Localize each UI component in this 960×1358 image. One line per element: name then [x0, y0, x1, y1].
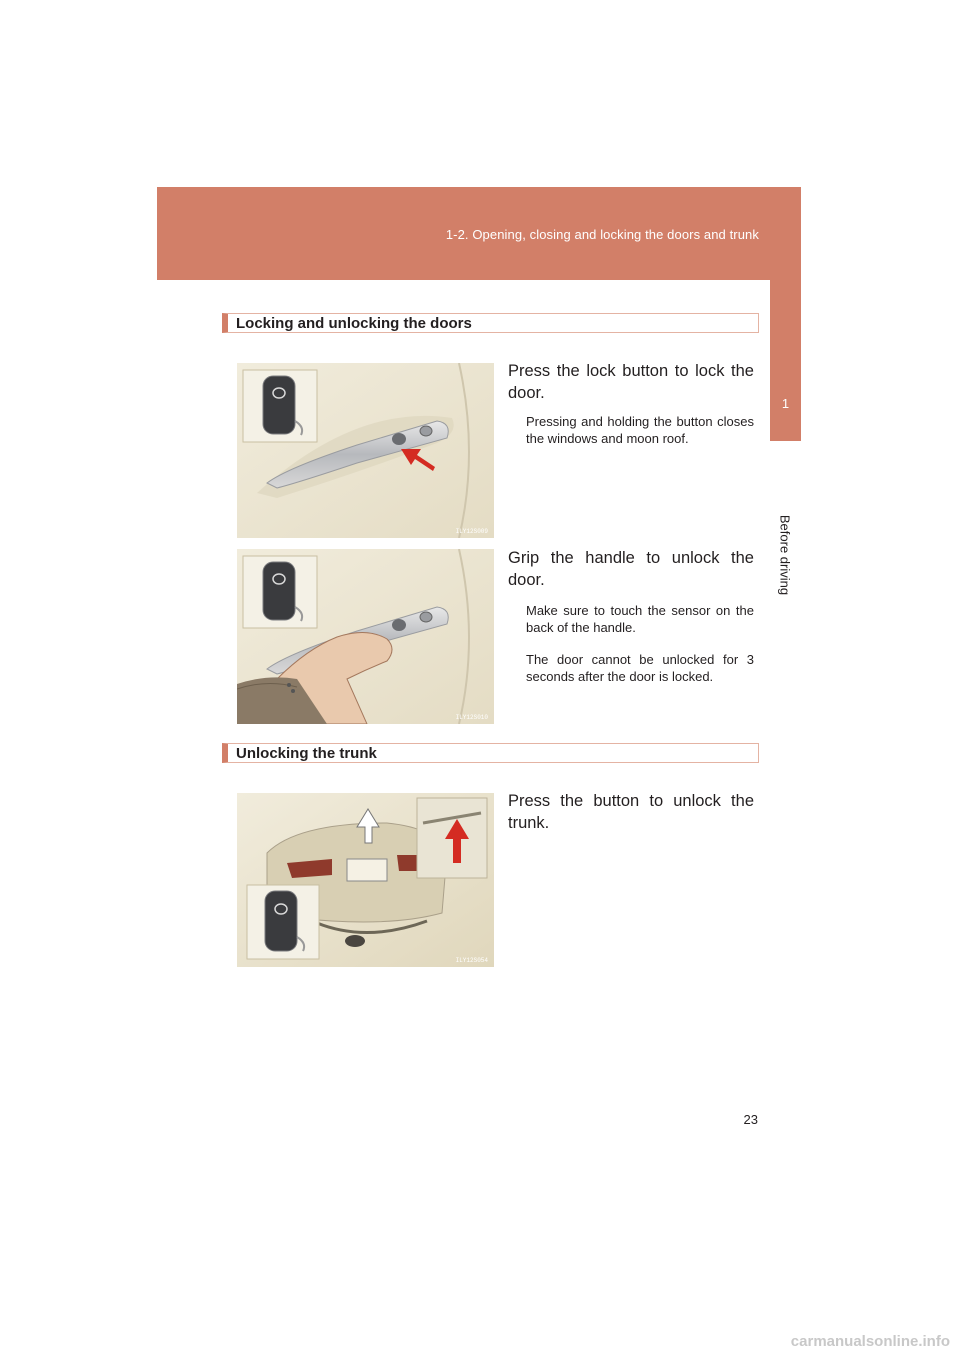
hand-gripping-handle-illustration: [237, 549, 494, 724]
chapter-number: 1: [781, 396, 790, 411]
note-hold-button: Pressing and holding the button closes the windows and moon roof.: [526, 414, 754, 446]
chapter-header: [157, 187, 801, 280]
page-number: 23: [743, 1112, 758, 1127]
note-unlock-delay: The door cannot be unlocked for 3 seconds after the door is locked.: [526, 652, 754, 684]
chapter-tab-label-text: Before driving: [777, 514, 793, 596]
section-title: Unlocking the trunk: [236, 745, 377, 762]
section-title: Locking and unlocking the doors: [236, 315, 472, 332]
figure-code: ILY12S010: [455, 714, 488, 721]
figure-trunk-button: [237, 793, 494, 967]
trunk-unlock-illustration: [237, 793, 494, 967]
site-watermark: carmanualsonline.info: [790, 1333, 950, 1350]
figure-lock-button: [237, 363, 494, 538]
note-touch-sensor: Make sure to touch the sensor on the back of the handle.: [526, 603, 754, 635]
figure-code: ILY12S054: [455, 957, 488, 964]
door-handle-lock-illustration: [237, 363, 494, 538]
chapter-title: 1-2. Opening, closing and locking the doors and trunk: [445, 227, 759, 242]
step-unlock-trunk: Press the button to unlock the trunk.: [508, 792, 754, 832]
section-heading-trunk: [222, 743, 759, 763]
chapter-tab-label: [772, 515, 798, 595]
chapter-tab: [770, 280, 801, 441]
step-unlock-door: Grip the handle to unlock the door.: [508, 549, 754, 589]
section-heading-doors: [222, 313, 759, 333]
figure-code: ILY12S009: [455, 528, 488, 535]
step-lock-door: Press the lock button to lock the door.: [508, 362, 754, 402]
figure-grip-handle: [237, 549, 494, 724]
